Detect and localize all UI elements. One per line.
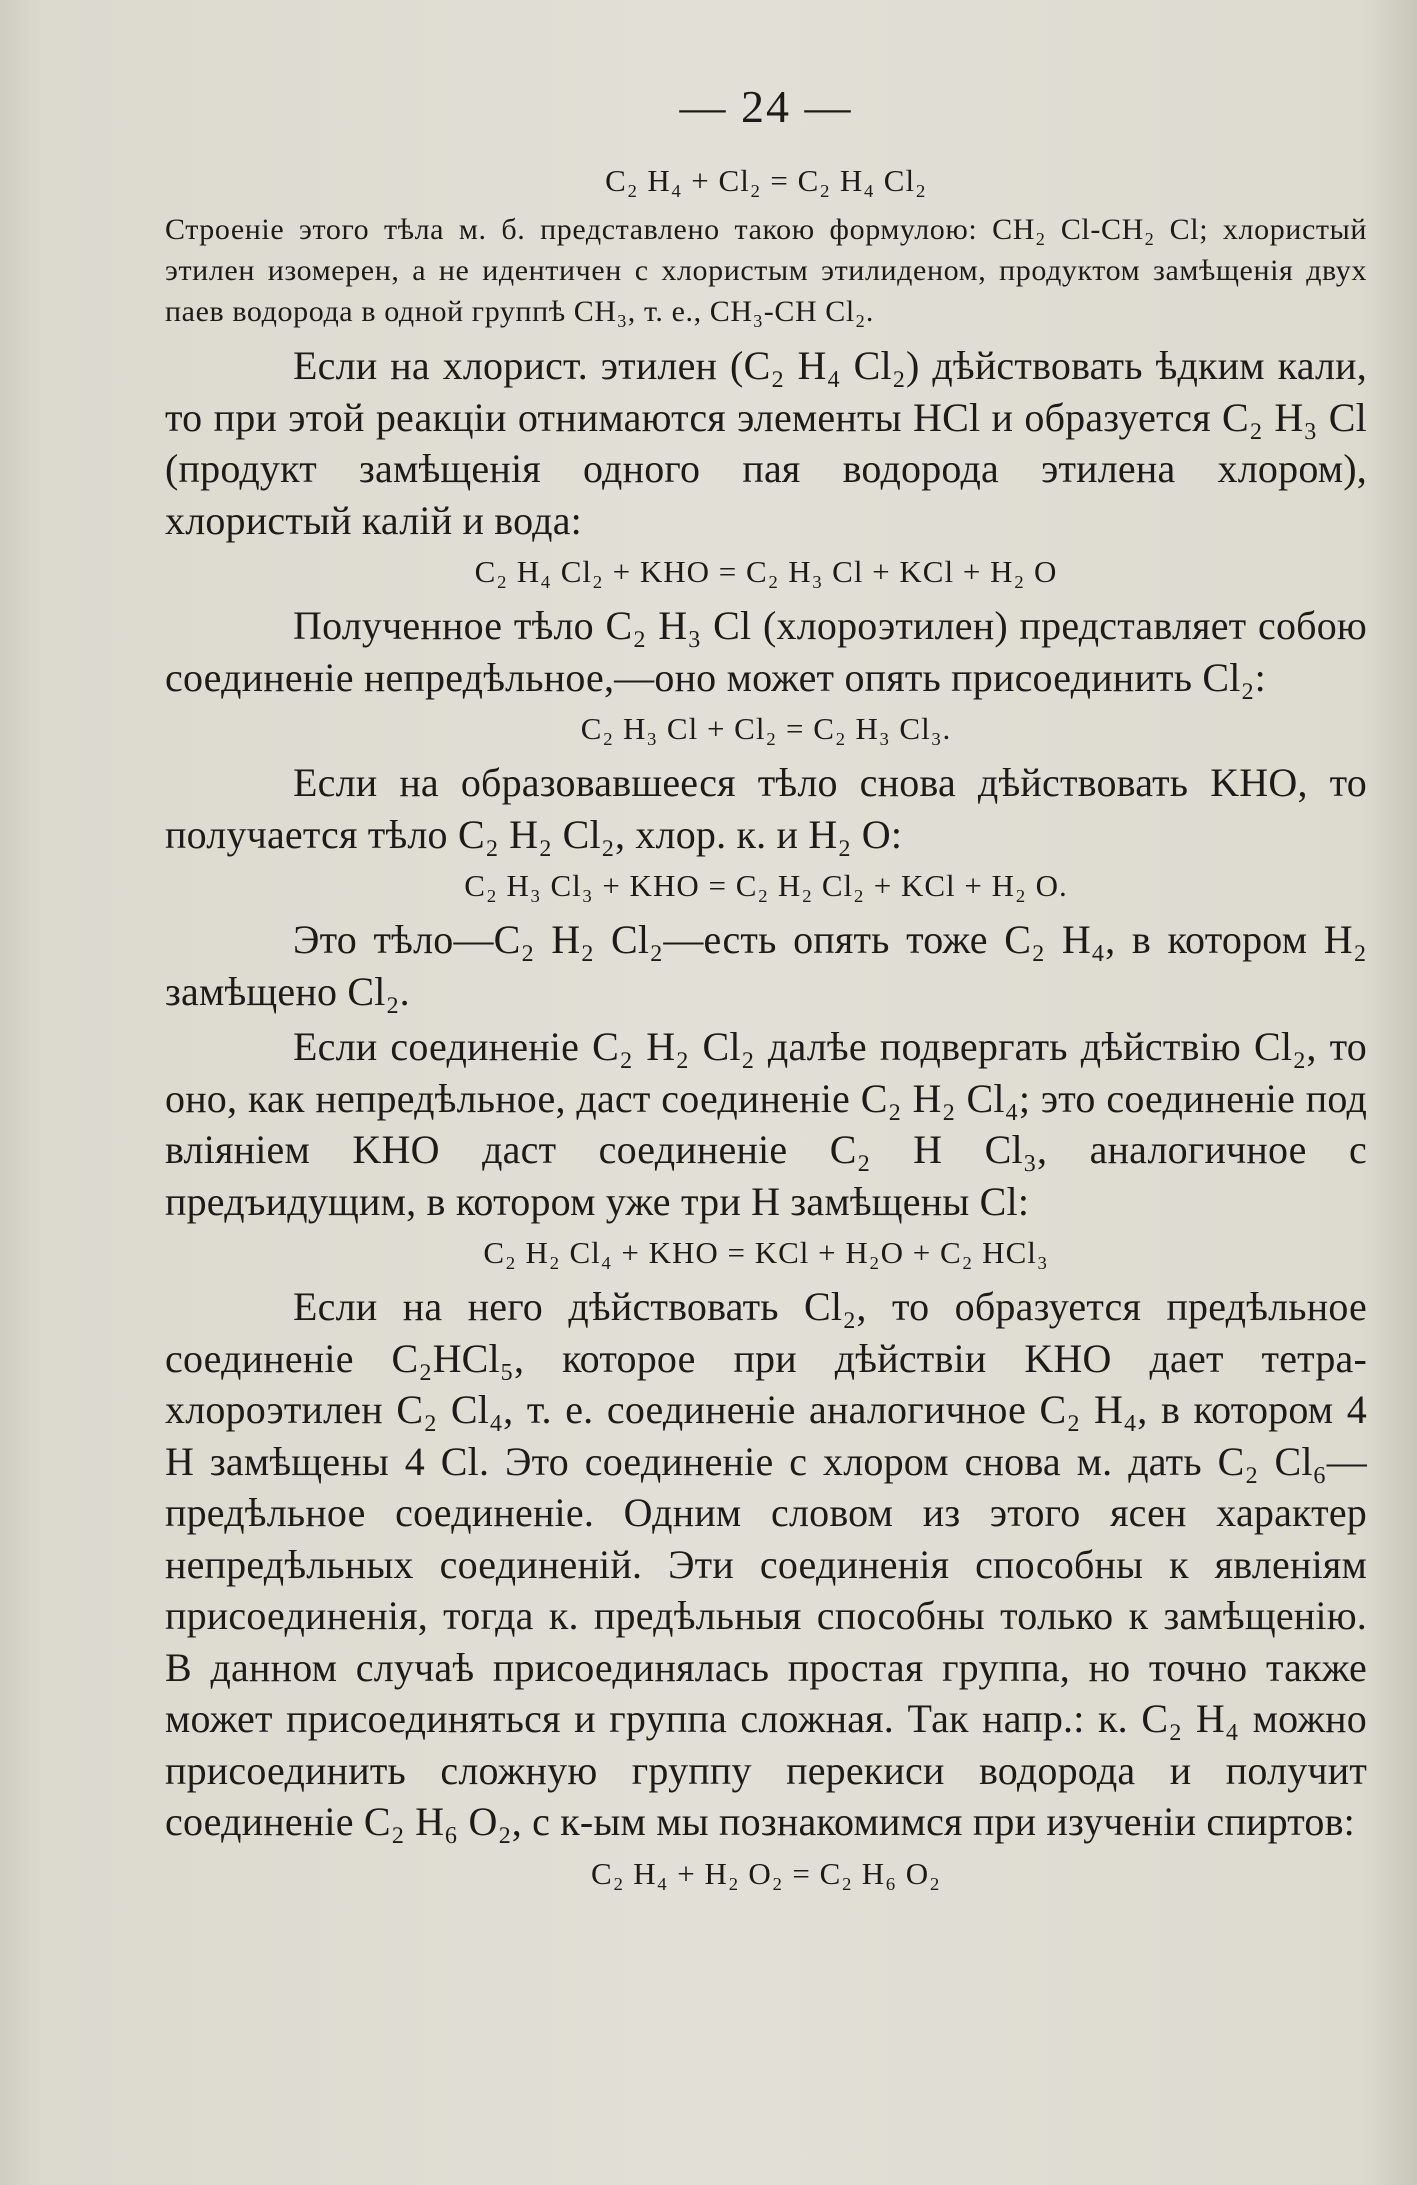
paragraph-tetrachloroethylene: Если на него дѣйствовать Cl₂, то образуется предѣльное соединеніе C₂HCl₅, которое при дѣйствіи KHO дает тетра-хлороэтилен C₂ Cl₄, т. е. соединеніе аналогичное C₂ H₄, в котором 4 H замѣщены 4 Cl. Это соединеніе с хлором снова м. дать C₂ Cl₆—предѣльное соединеніе. Одним словом из этого ясен характер непредѣльных соединеній. Эти соединенія способны к явленіям присоединенія, тогда к. предѣльныя способны только к замѣщенію. В данном случаѣ присоединялась простая группа, но точно также может присоединяться и группа сложная. Так напр.: к. C₂ H₄ можно присоединить сложную группу перекиси водорода и получит соединеніе C₂ H₆ O₂, с к-ым мы познакомимся при изученіи спиртов:: [165, 1284, 1367, 1844]
formula-1: C₂ H₄ + Cl₂ = C₂ H₄ Cl₂: [605, 163, 927, 198]
paragraph-second-kho: Если на образовавшееся тѣло снова дѣйствовать KHO, то получается тѣло C₂ H₂ Cl₂, хлор. к. и H₂ O:: [165, 760, 1367, 857]
page-number: — 24 —: [679, 81, 853, 132]
paragraph-kho-reaction: Если на хлорист. этилен (C₂ H₄ Cl₂) дѣйствовать ѣдким кали, то при этой реакціи отнимаются элементы HCl и образуется C₂ H₃ Cl (продукт замѣщенія одного пая водорода этилена хлором), хлористый калій и вода:: [165, 343, 1367, 543]
paragraph-further-chlorination: Если соединеніе C₂ H₂ Cl₂ далѣе подвергать дѣйствію Cl₂, то оно, как непредѣльное, даст соединеніе C₂ H₂ Cl₄; это соединеніе под вліяніем KHO даст соединеніе C₂ H Cl₃, аналогичное с предъидущим, в котором уже три H замѣщены Cl:: [165, 1024, 1367, 1224]
paragraph-structure: Строеніе этого тѣла м. б. представлено такою формулою: CH₂ Cl-CH₂ Cl; хлористый этилен изомерен, а не идентичен с хлористым этилиденом, продуктом замѣщенія двух паев водорода в одной группѣ CH₃, т. е., CH₃-CH Cl₂.: [165, 213, 1367, 328]
paragraph-chloroethylene: Полученное тѣло C₂ H₃ Cl (хлороэтилен) представляет собою соединеніе непредѣльное,—оно может опять присоединить Cl₂:: [165, 603, 1367, 700]
formula-2: C₂ H₄ Cl₂ + KHO = C₂ H₃ Cl + KCl + H₂ O: [474, 554, 1058, 589]
formula-6: C₂ H₄ + H₂ O₂ = C₂ H₆ O₂: [591, 1855, 941, 1891]
formula-4: C₂ H₃ Cl₃ + KHO = C₂ H₂ Cl₂ + KCl + H₂ O.: [464, 868, 1068, 903]
formula-3: C₂ H₃ Cl + Cl₂ = C₂ H₃ Cl₃.: [580, 711, 952, 746]
formula-5: C₂ H₂ Cl₄ + KHO = KCl + H₂O + C₂ HCl₃: [483, 1235, 1049, 1270]
paragraph-substitution: Это тѣло—C₂ H₂ Cl₂—есть опять тоже C₂ H₄, в котором H₂ замѣщено Cl₂.: [165, 917, 1367, 1014]
